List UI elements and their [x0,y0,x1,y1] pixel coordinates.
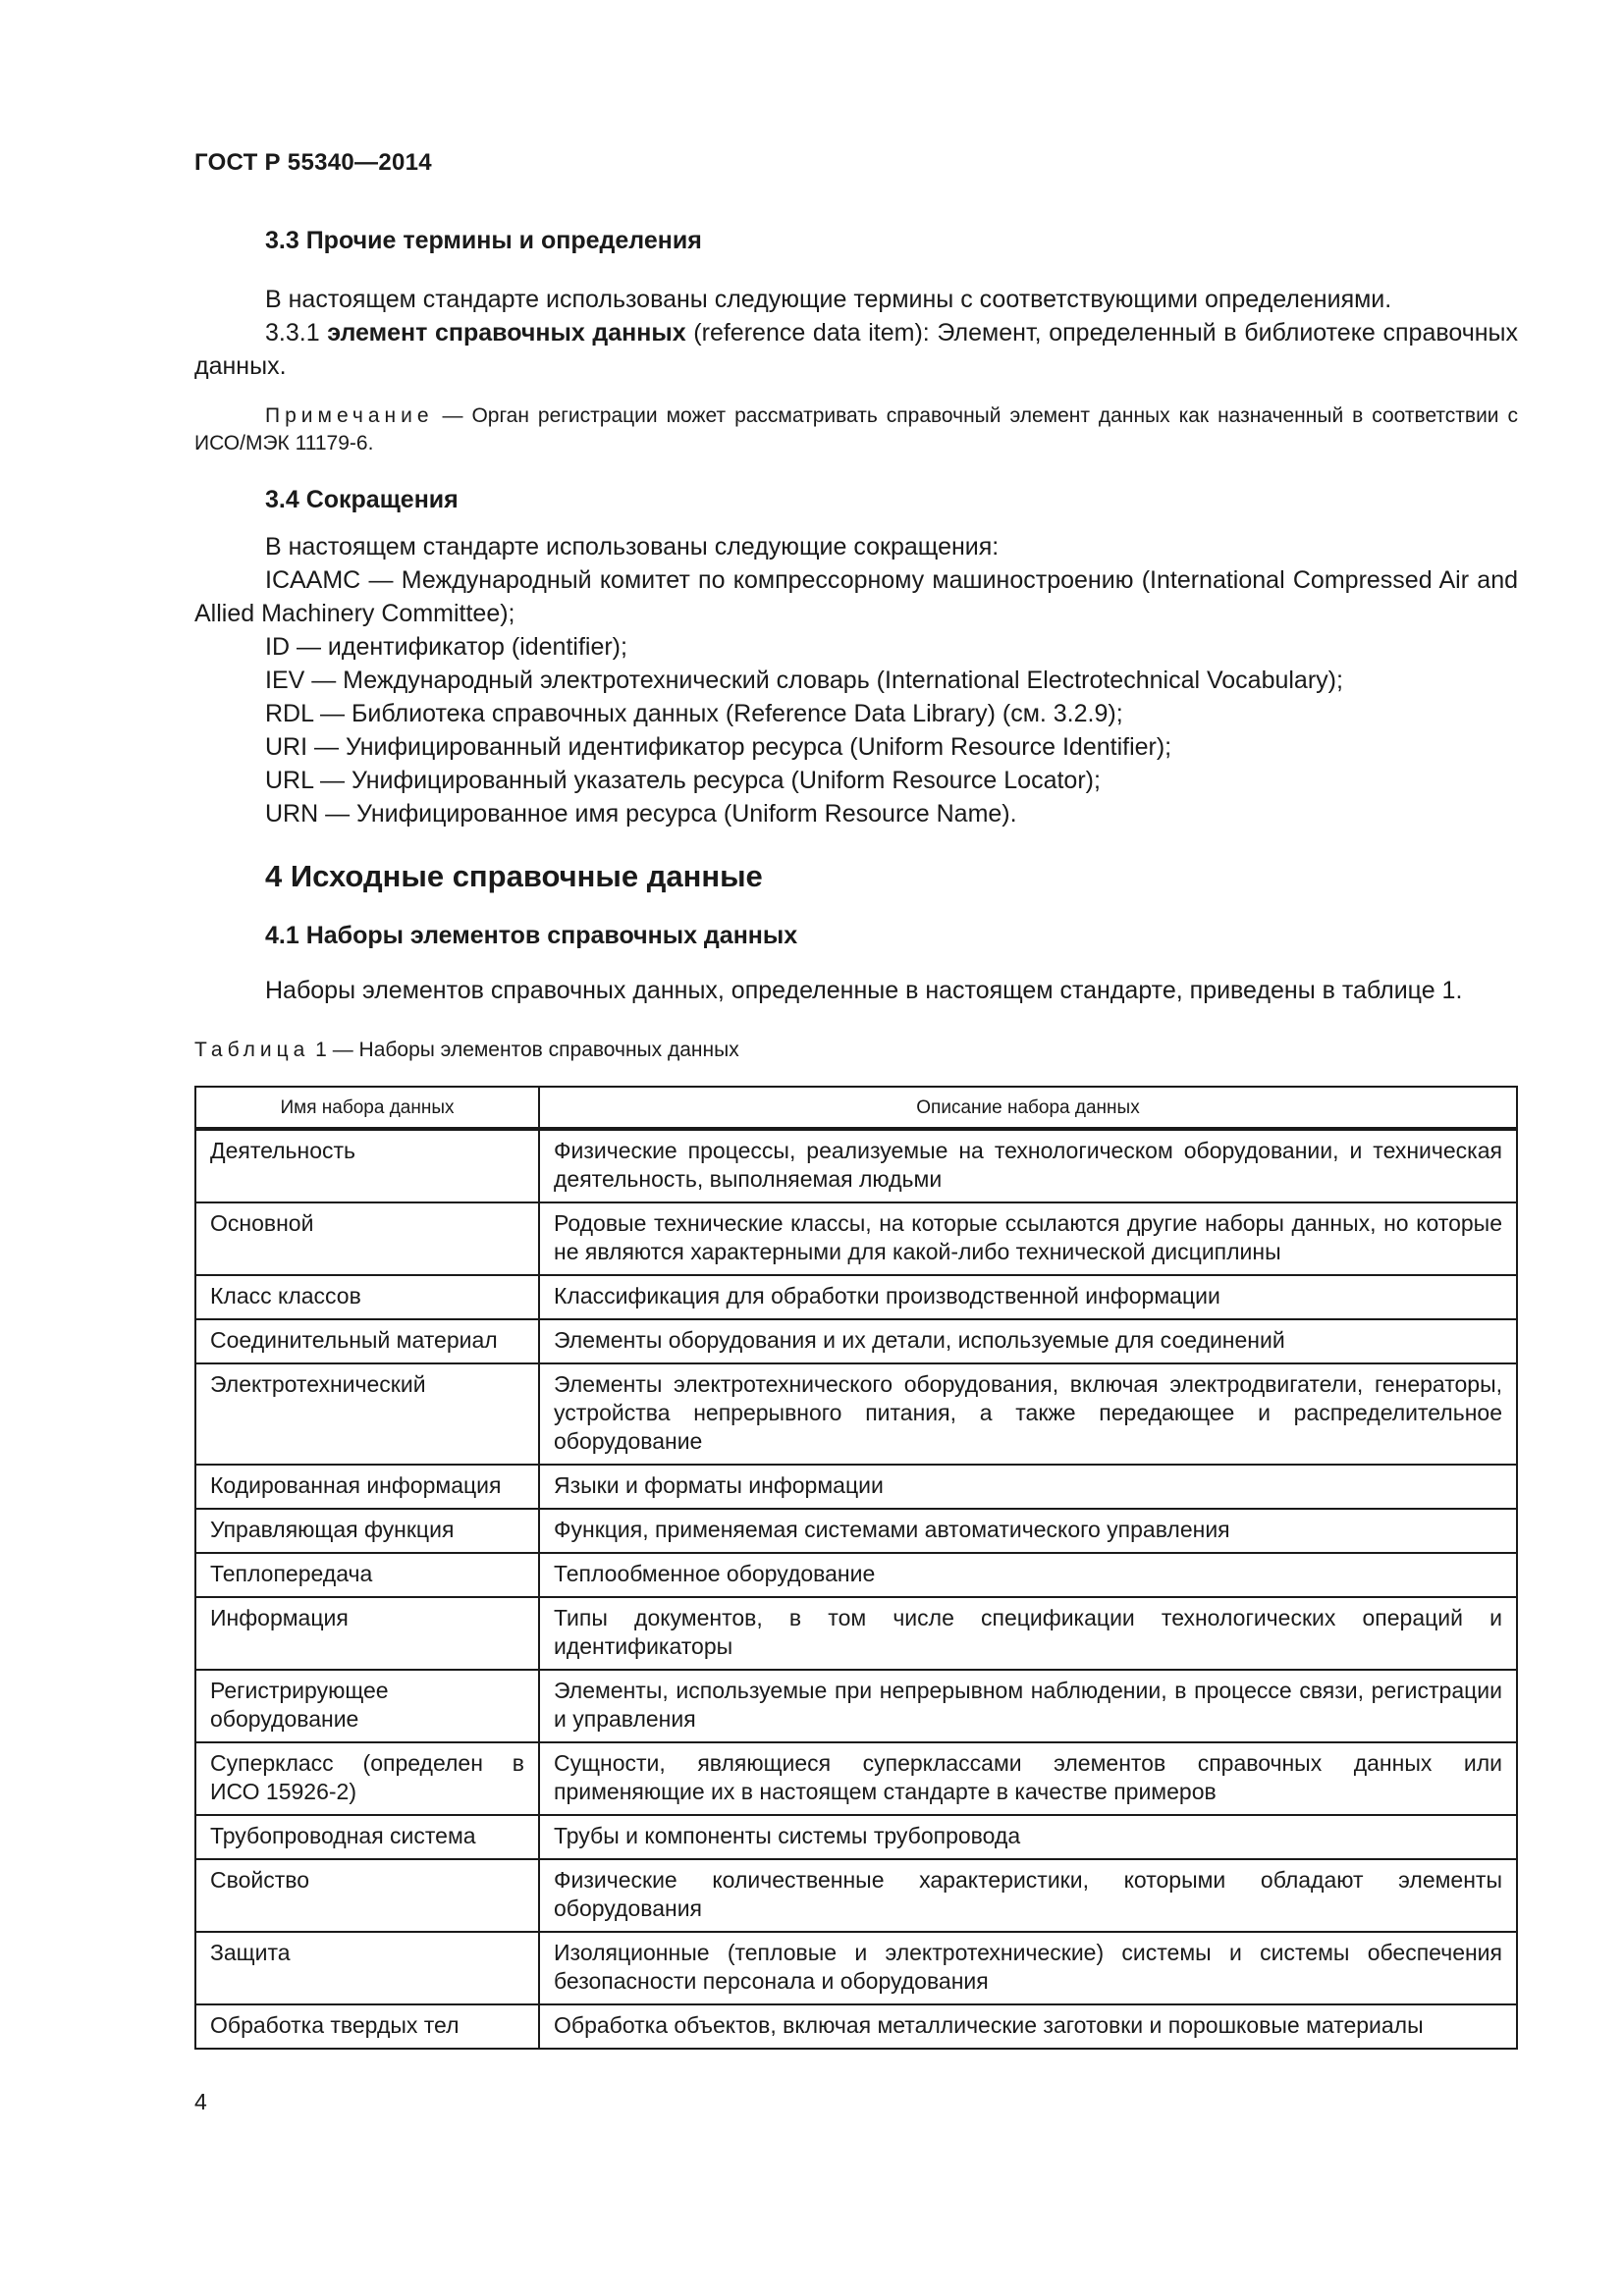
table-row [195,1363,1517,1465]
page-content [194,224,1518,2050]
table-row [195,1859,1517,1932]
dataset-description-cell: Языки и форматы информации [539,1465,1517,1509]
dataset-description-cell: Физические количественные характеристики, которыми обладают элементы оборудования [539,1859,1517,1932]
dataset-description-cell: Функция, применяемая системами автоматического управления [539,1509,1517,1553]
table-caption-text: 1 — Наборы элементов справочных данных [309,1039,739,1061]
dataset-description-cell: Типы документов, в том числе спецификации технологических операций и идентификаторы [539,1597,1517,1670]
table-row [195,1202,1517,1275]
table-row [195,1597,1517,1670]
table-row [195,1742,1517,1815]
dataset-description-cell: Элементы оборудования и их детали, используемые для соединений [539,1319,1517,1363]
dataset-description-cell: Классификация для обработки производственной информации [539,1275,1517,1319]
dataset-name-cell: Соединительный материал [195,1319,539,1363]
table-row [195,1815,1517,1859]
table-row [195,1319,1517,1363]
abbreviation-item: URL — Унифицированный указатель ресурса (Uniform Resource Locator); [265,767,1101,794]
section-3-3-title: 3.3 Прочие термины и определения [265,227,702,254]
dataset-description-cell: Обработка объектов, включая металлические заготовки и порошковые материалы [539,2004,1517,2049]
dataset-description-cell: Родовые технические классы, на которые ссылаются другие наборы данных, но которые не являются характерными для какой-либо технической дисциплины [539,1202,1517,1275]
dataset-description-cell: Трубы и компоненты системы трубопровода [539,1815,1517,1859]
column-header-name: Имя набора данных [195,1087,539,1129]
section-3-4-intro: В настоящем стандарте использованы следующие сокращения: [265,533,1000,561]
table-row [195,1670,1517,1742]
dataset-description-cell: Теплообменное оборудование [539,1553,1517,1597]
dataset-name-cell: Защита [195,1932,539,2004]
dataset-description-cell: Физические процессы, реализуемые на технологическом оборудовании, и техническая деятельность, выполняемая людьми [539,1129,1517,1202]
abbreviation-item: URI — Унифицированный идентификатор ресурса (Uniform Resource Identifier); [265,733,1172,761]
column-header-description: Описание набора данных [539,1087,1517,1129]
abbreviation-item: IEV — Международный электротехнический словарь (International Electrotechnical Vocabulary); [265,667,1343,694]
section-4-1-title: 4.1 Наборы элементов справочных данных [265,922,798,949]
table-row [195,1932,1517,2004]
dataset-name-cell: Обработка твердых тел [195,2004,539,2049]
dataset-description-cell: Сущности, являющиеся суперклассами элементов справочных данных или применяющие их в настоящем стандарте в качестве примеров [539,1742,1517,1815]
abbreviation-item: RDL — Библиотека справочных данных (Reference Data Library) (см. 3.2.9); [265,700,1123,727]
dataset-description-cell: Элементы, используемые при непрерывном наблюдении, в процессе связи, регистрации и управления [539,1670,1517,1742]
abbreviation-list [194,563,1518,830]
dataset-name-cell: Электротехнический [195,1363,539,1465]
dataset-name-cell: Кодированная информация [195,1465,539,1509]
dataset-description-cell: Изоляционные (тепловые и электротехнические) системы и системы обеспечения безопасности персонала и оборудования [539,1932,1517,2004]
note-label: Примечание [265,404,434,427]
table-row [195,1509,1517,1553]
section-3-3-intro: В настоящем стандарте использованы следующие термины с соответствующими определениями. [265,286,1392,313]
document-header: ГОСТ Р 55340—2014 [194,149,432,176]
section-4-title: 4 Исходные справочные данные [265,859,763,893]
term-number: 3.3.1 [265,319,328,347]
abbreviation-item: ID — идентификатор (identifier); [265,633,627,661]
table-caption [194,1037,1518,1064]
dataset-name-cell: Регистрирующее оборудование [195,1670,539,1742]
table-row [195,1465,1517,1509]
dataset-name-cell: Трубопроводная система [195,1815,539,1859]
table-row [195,1129,1517,1202]
section-3-4-title: 3.4 Сокращения [265,486,459,513]
dataset-name-cell: Информация [195,1597,539,1670]
term-definition: (reference data item): Элемент, определенный в библиотеке справочных данных. [194,319,1519,380]
term-name: элемент справочных данных [327,319,686,347]
section-4-1-text: Наборы элементов справочных данных, определенные в настоящем стандарте, приведены в таблице 1. [265,977,1463,1004]
dataset-name-cell: Свойство [195,1859,539,1932]
reference-data-sets-table [194,1086,1518,2050]
table-row [195,1553,1517,1597]
dataset-name-cell: Основной [195,1202,539,1275]
table-row [195,1275,1517,1319]
dataset-name-cell: Деятельность [195,1129,539,1202]
term-3-3-1 [194,316,1518,383]
abbreviation-item: URN — Унифицированное имя ресурса (Uniform Resource Name). [265,800,1017,828]
table-header-row [195,1087,1517,1129]
abbreviation-item: ICAAMC — Международный комитет по компрессорному машиностроению (International Compressed Air and Allied Machinery Committee); [194,566,1518,627]
dataset-name-cell: Класс классов [195,1275,539,1319]
note-text: — Орган регистрации может рассматривать справочный элемент данных как назначенный в соответствии с ИСО/МЭК 11179-6. [194,404,1518,454]
dataset-name-cell: Управляющая функция [195,1509,539,1553]
page-number: 4 [194,2089,207,2114]
note [194,402,1518,457]
dataset-name-cell: Суперкласс (определен в ИСО 15926-2) [195,1742,539,1815]
dataset-description-cell: Элементы электротехнического оборудования, включая электродвигатели, генераторы, устройства непрерывного питания, а также передающее и распределительное оборудование [539,1363,1517,1465]
table-row [195,2004,1517,2049]
table-caption-label: Таблица [194,1039,310,1061]
dataset-name-cell: Теплопередача [195,1553,539,1597]
